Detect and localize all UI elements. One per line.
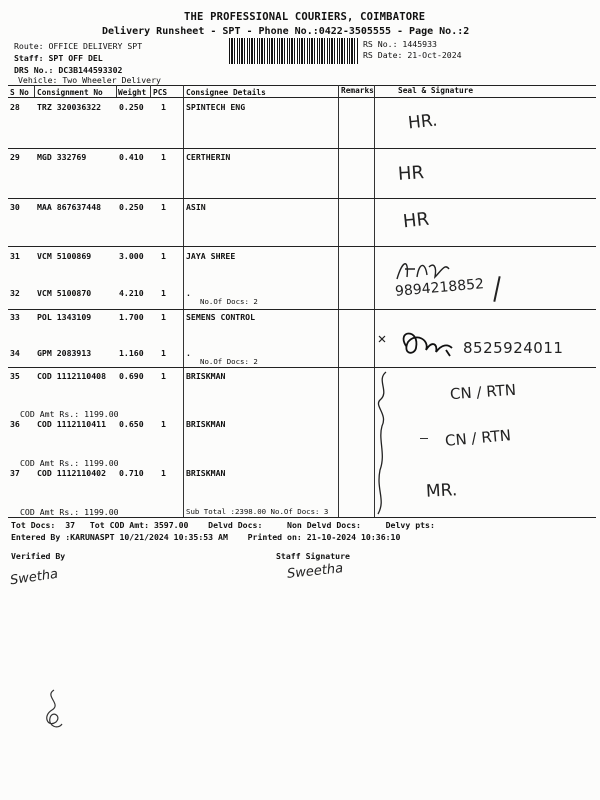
col-header-sno: S No (10, 88, 29, 97)
grid-line (150, 85, 151, 97)
col-header-consignment: Consignment No (37, 88, 103, 97)
table-row-weight: 1.700 (119, 312, 144, 322)
col-header-seal-signature: Seal & Signature (398, 86, 474, 95)
col-header-weight: Weight (118, 88, 147, 97)
table-row-sno: 30 (10, 202, 20, 212)
handwritten-stroke (493, 276, 500, 302)
table-row-sno: 31 (10, 251, 20, 261)
table-row-consignment: VCM 5100869 (37, 251, 92, 261)
table-row-pcs: 1 (161, 152, 166, 162)
table-row-consignment: COD 1112110402 (37, 468, 107, 478)
table-row-pcs: 1 (161, 251, 166, 261)
table-row-sno: 37 (10, 468, 20, 478)
table-row-sno: 29 (10, 152, 20, 162)
table-row-consignment: MGD 332769 (37, 152, 87, 162)
table-row-weight: 0.650 (119, 419, 144, 429)
table-row-consignment: COD 1112110411 (37, 419, 107, 429)
scribbled-signature-icon (376, 326, 466, 360)
table-row-sno: 32 (10, 288, 20, 298)
table-row-consignee: CERTHERIN (186, 152, 231, 162)
table-top-border (8, 85, 596, 86)
grid-line (338, 85, 339, 517)
table-row-weight: 0.710 (119, 468, 144, 478)
table-row-consignee: BRISKMAN (186, 468, 226, 478)
col-header-consignee: Consignee Details (186, 88, 266, 97)
row-separator (8, 198, 596, 199)
table-row-pcs: 1 (161, 102, 166, 112)
handwritten-note: CN / RTN (444, 426, 512, 450)
company-title: THE PROFESSIONAL COURIERS, COIMBATORE (184, 11, 426, 23)
table-row-consignee: ASIN (186, 202, 206, 212)
table-row-consignment: VCM 5100870 (37, 288, 92, 298)
row-separator (8, 309, 596, 310)
header-bottom-border (8, 97, 596, 98)
col-header-pcs: PCS (153, 88, 168, 97)
table-row-pcs: 1 (161, 348, 166, 358)
no-of-docs-note: No.Of Docs: 2 (200, 357, 258, 366)
grid-line (34, 85, 35, 97)
handwritten-phone: 9894218852 (394, 276, 485, 300)
table-row-consignment: POL 1343109 (37, 312, 92, 322)
drs-number: DRS No.: DC3B144593302 (14, 65, 123, 75)
cod-amount-note: COD Amt Rs.: 1199.00 (20, 409, 119, 419)
table-row-sno: 34 (10, 348, 20, 358)
col-header-remarks: Remarks (341, 86, 374, 95)
table-row-consignee: BRISKMAN (186, 371, 226, 381)
table-row-weight: 1.160 (119, 348, 144, 358)
table-row-consignee: JAYA SHREE (186, 251, 236, 261)
table-row-pcs: 1 (161, 371, 166, 381)
table-row-pcs: 1 (161, 312, 166, 322)
table-row-sno: 28 (10, 102, 20, 112)
rs-number: RS No.: 1445933 (363, 39, 437, 49)
handwritten-signature: HR (397, 162, 425, 185)
handwritten-mark-icon (38, 688, 68, 732)
row-separator (8, 367, 596, 368)
table-row-pcs: 1 (161, 202, 166, 212)
entered-by-line: Entered By :KARUNASPT 10/21/2024 10:35:53 AM Printed on: 21-10-2024 10:36:10 (11, 532, 401, 542)
table-bottom-border (8, 517, 596, 518)
grid-line (183, 85, 184, 517)
handwritten-stroke (420, 438, 428, 439)
staff-label: Staff: SPT OFF DEL (14, 53, 103, 63)
table-row-consignment: COD 1112110408 (37, 371, 107, 381)
row-separator (8, 246, 596, 247)
runsheet-title: Delivery Runsheet - SPT - Phone No.:0422-3505555 - Page No.:2 (102, 26, 470, 37)
table-row-pcs: 1 (161, 468, 166, 478)
table-row-consignee: SEMENS CONTROL (186, 312, 256, 322)
sub-total: Sub Total :2398.00 No.Of Docs: 3 (186, 507, 329, 516)
handwritten-signature: MR. (425, 480, 458, 502)
table-row-pcs: 1 (161, 419, 166, 429)
table-row-consignee: . (186, 288, 191, 298)
brace-mark-icon (372, 370, 394, 516)
handwritten-note: CN / RTN (449, 380, 517, 404)
table-row-consignment: GPM 2083913 (37, 348, 92, 358)
cod-amount-note: COD Amt Rs.: 1199.00 (20, 458, 119, 468)
grid-line (116, 85, 117, 97)
rs-date: RS Date: 21-Oct-2024 (363, 50, 462, 60)
table-row-consignee: BRISKMAN (186, 419, 226, 429)
handwritten-signature: HR. (407, 110, 439, 134)
table-row-sno: 35 (10, 371, 20, 381)
table-row-weight: 0.690 (119, 371, 144, 381)
handwritten-signature: HR (401, 208, 431, 233)
table-row-sno: 33 (10, 312, 20, 322)
barcode-image (229, 38, 358, 64)
table-row-sno: 36 (10, 419, 20, 429)
table-row-weight: 0.250 (119, 102, 144, 112)
verified-by-label: Verified By (11, 551, 66, 561)
table-row-weight: 0.250 (119, 202, 144, 212)
table-row-consignee: . (186, 348, 191, 358)
vehicle-label: Vehicle: Two Wheeler Delivery (18, 75, 161, 85)
table-row-consignment: TRZ 320036322 (37, 102, 102, 112)
row-separator (8, 148, 596, 149)
table-row-consignment: MAA 867637448 (37, 202, 102, 212)
verified-by-signature: Swetha (9, 566, 59, 589)
table-row-pcs: 1 (161, 288, 166, 298)
table-row-weight: 4.210 (119, 288, 144, 298)
table-row-weight: 3.000 (119, 251, 144, 261)
staff-signature-label: Staff Signature (276, 551, 350, 561)
staff-signature: Sweetha (286, 561, 344, 582)
cod-amount-note: COD Amt Rs.: 1199.00 (20, 507, 119, 517)
handwritten-phone: 8525924011 (463, 339, 564, 357)
no-of-docs-note: No.Of Docs: 2 (200, 297, 258, 306)
table-row-consignee: SPINTECH ENG (186, 102, 246, 112)
totals-line: Tot Docs: 37 Tot COD Amt: 3597.00 Delvd Docs: Non Delvd Docs: Delvy pts: (11, 520, 435, 530)
table-row-weight: 0.410 (119, 152, 144, 162)
route-label: Route: OFFICE DELIVERY SPT (14, 41, 143, 51)
